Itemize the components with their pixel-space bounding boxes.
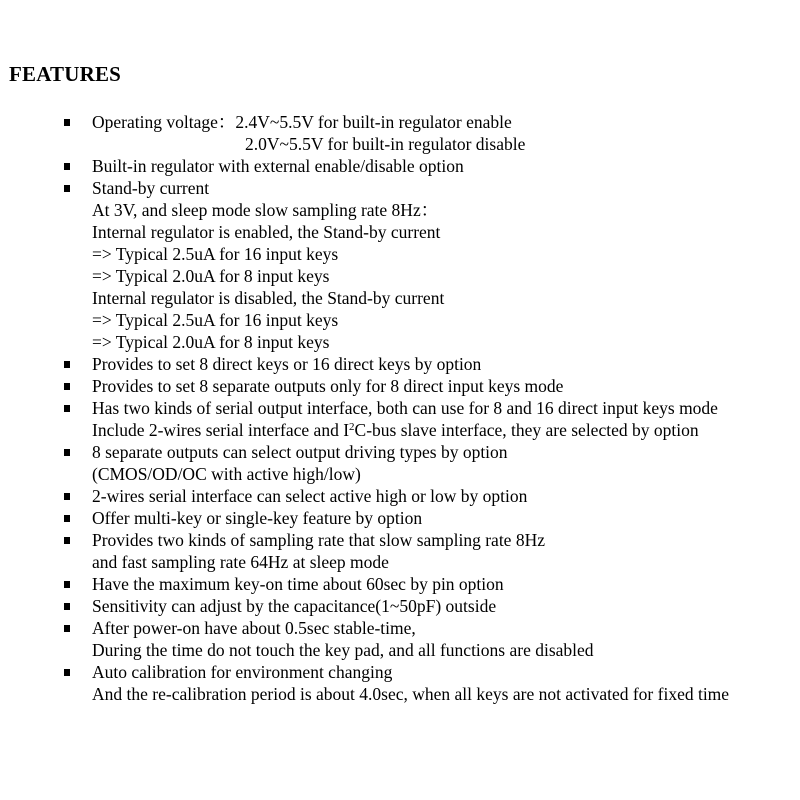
feature-item-key-on-time [0,573,800,595]
feature-item-multi-key [0,507,800,529]
feature-item-output-driving [0,441,800,485]
feature-item-active-level [0,485,800,507]
i2c-text-before: Include 2-wires serial interface and I [92,420,350,440]
feature-line: => Typical 2.5uA for 16 input keys [92,244,339,264]
feature-line: => Typical 2.0uA for 8 input keys [92,266,330,286]
bullet-icon [64,405,70,412]
bullet-icon [64,383,70,390]
feature-line: After power-on have about 0.5sec stable-time, [92,618,416,638]
bullet-icon [64,119,70,126]
feature-item-operating-voltage [0,111,800,155]
feature-line: Internal regulator is disabled, the Stand-by current [92,288,445,308]
feature-line: Internal regulator is enabled, the Stand-by current [92,222,441,242]
bullet-icon [64,361,70,368]
feature-line: Stand-by current [92,178,210,198]
feature-item-sensitivity [0,595,800,617]
feature-line: Has two kinds of serial output interface, both can use for 8 and 16 direct input keys mode [92,398,718,418]
feature-item-auto-calibration [0,661,800,705]
feature-line: Provides two kinds of sampling rate that slow sampling rate 8Hz [92,530,545,550]
feature-line: 2.0V~5.5V for built-in regulator disable [245,134,526,154]
bullet-icon [64,603,70,610]
feature-line: Auto calibration for environment changing [92,662,393,682]
feature-item-sampling-rate [0,529,800,573]
i2c-superscript: 2 [349,421,355,433]
bullet-icon [64,625,70,632]
feature-line: And the re-calibration period is about 4.0sec, when all keys are not activated for fixed time [92,684,730,704]
bullet-icon [64,163,70,170]
bullet-icon [64,185,70,192]
bullet-icon [64,581,70,588]
feature-line: 2-wires serial interface can select active high or low by option [92,486,528,506]
feature-line: Provides to set 8 direct keys or 16 direct keys by option [92,354,482,374]
feature-line: At 3V, and sleep mode slow sampling rate 8Hz： [92,200,439,220]
feature-item-power-on [0,617,800,661]
feature-line: Operating voltage：2.4V~5.5V for built-in regulator enable [92,112,512,132]
feature-line: Have the maximum key-on time about 60sec by pin option [92,574,504,594]
feature-line: and fast sampling rate 64Hz at sleep mode [92,552,389,572]
feature-line: During the time do not touch the key pad, and all functions are disabled [92,640,594,660]
bullet-icon [64,515,70,522]
feature-item-standby-current [0,177,800,353]
feature-line: => Typical 2.0uA for 8 input keys [92,332,330,352]
feature-item-serial-interface [0,397,800,441]
feature-item-separate-outputs [0,375,800,397]
feature-line: Sensitivity can adjust by the capacitance(1~50pF) outside [92,596,497,616]
feature-line: (CMOS/OD/OC with active high/low) [92,464,361,484]
bullet-icon [64,537,70,544]
feature-line: Built-in regulator with external enable/disable option [92,156,464,176]
feature-item-regulator [0,155,800,177]
feature-line: 8 separate outputs can select output driving types by option [92,442,508,462]
bullet-icon [64,669,70,676]
feature-line: Offer multi-key or single-key feature by option [92,508,423,528]
i2c-text-after: C-bus slave interface, they are selected by option [354,420,699,440]
feature-line: => Typical 2.5uA for 16 input keys [92,310,339,330]
feature-item-direct-keys [0,353,800,375]
feature-line-i2c [92,419,800,441]
section-heading: FEATURES [9,62,122,86]
feature-line: Provides to set 8 separate outputs only for 8 direct input keys mode [92,376,564,396]
features-list [0,111,800,705]
bullet-icon [64,493,70,500]
bullet-icon [64,449,70,456]
